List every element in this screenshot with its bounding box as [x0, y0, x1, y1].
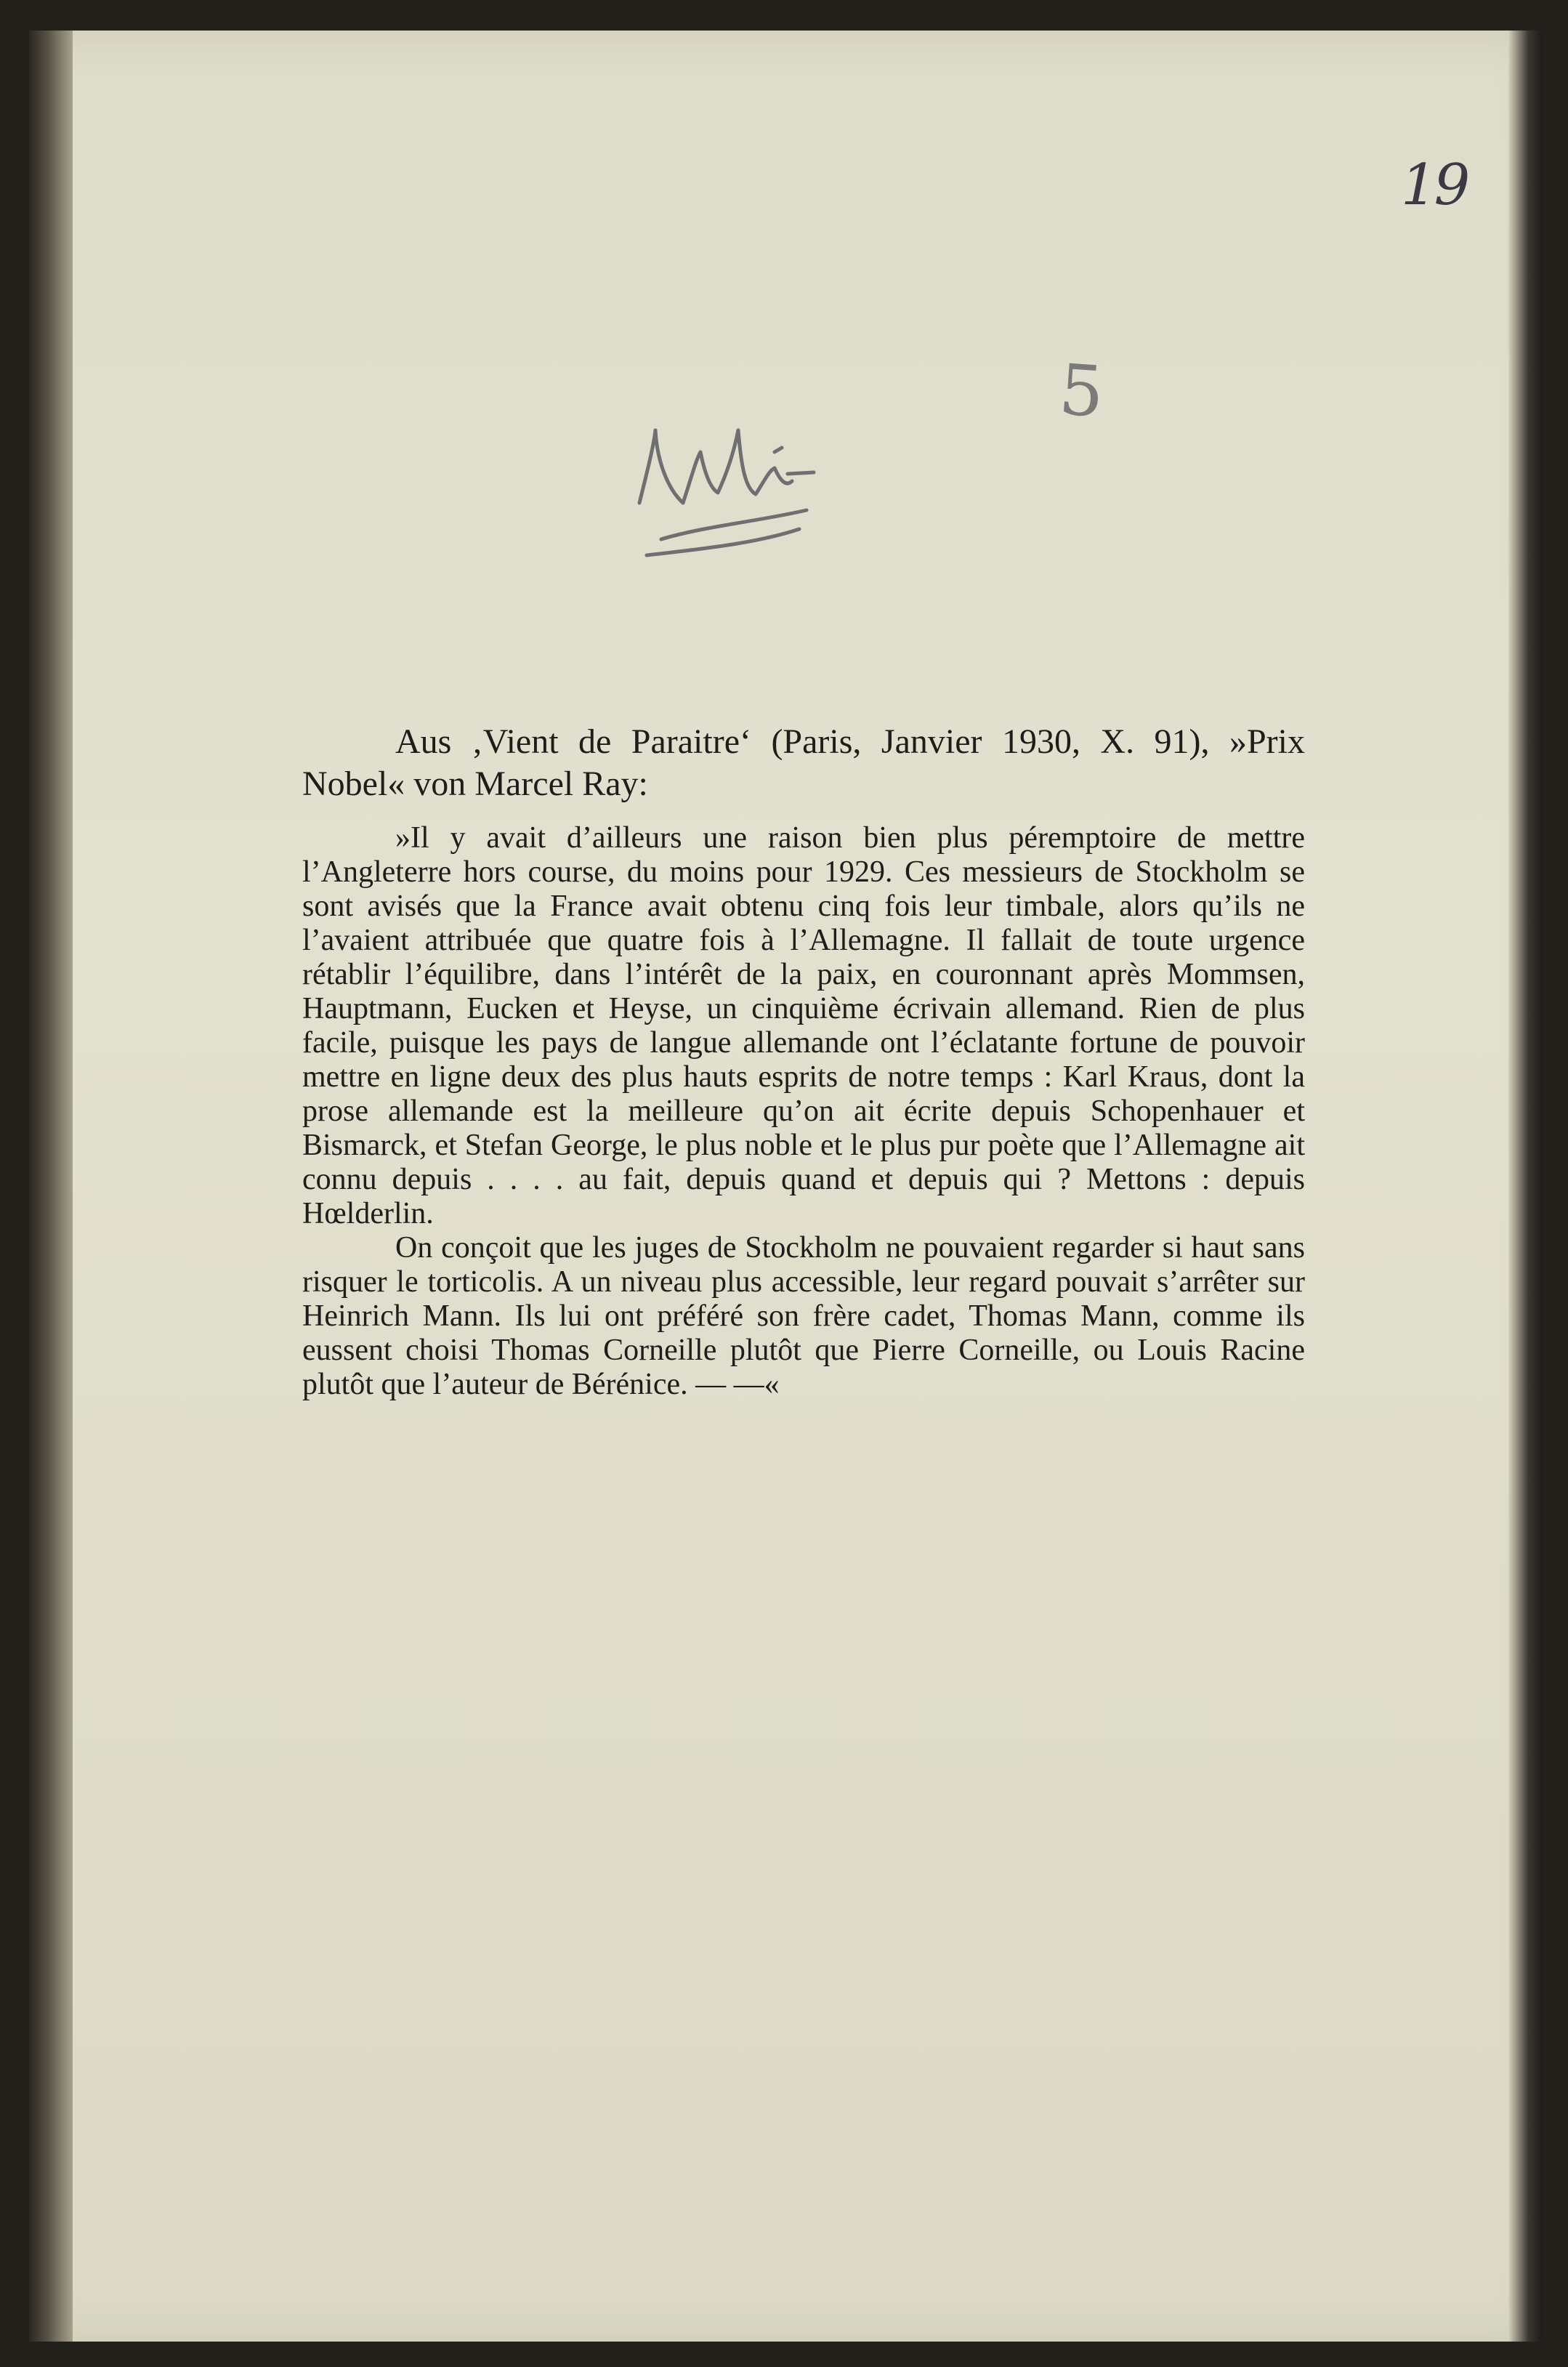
handwritten-page-number: 19 — [1401, 153, 1468, 218]
pencil-mark: 5 — [1056, 349, 1107, 433]
quote-paragraph-1: »Il y avait d’ailleurs une raison bien plus péremptoire de mettre l’Angleterre hors course, du moins pour 1929. Ces messieurs de Stockholm se sont avisés que la France avait obtenu cinq fois leur timbale, alors qu’ils ne l’avaient attribuée que quatre fois à l’Allemagne. Il fallait de toute urgence rétablir l’équilibre, dans l’intérêt de la paix, en couronnant après Mommsen, Hauptmann, Eucken et Heyse, un cinquième écrivain allemand. Rien de plus facile, puisque les pays de langue allemande ont l’éclatante fortune de pouvoir mettre en ligne deux des plus hauts esprits de notre temps : Karl Kraus, dont la prose allemande est la meilleure qu’on ait écrite depuis Schopenhauer et Bismarck, et Stefan George, le plus noble et le plus pur poète que l’Allemagne ait connu depuis . . . . au fait, depuis quand et depuis qui ? Mettons : depuis Hœlderlin. — [302, 821, 1305, 1230]
pencil-note-handwriting — [632, 401, 821, 568]
page-right-edge — [1508, 31, 1542, 2342]
intro-line: Aus ‚Vient de Paraitre‘ (Paris, Janvier 1930, X. 91), »Prix Nobel« von Marcel Ray: — [302, 722, 1305, 803]
book-spine-edge — [29, 31, 73, 2342]
article-text — [302, 721, 1305, 1402]
quote-paragraph-2: On conçoit que les juges de Stockholm ne pouvaient regarder si haut sans risquer le torticolis. A un niveau plus accessible, leur regard pouvait s’arrêter sur Heinrich Mann. Ils lui ont préféré son frère cadet, Thomas Mann, comme ils eussent choisi Thomas Corneille plutôt que Pierre Corneille, ou Louis Racine plutôt que l’auteur de Bérénice. — —« — [302, 1231, 1305, 1401]
